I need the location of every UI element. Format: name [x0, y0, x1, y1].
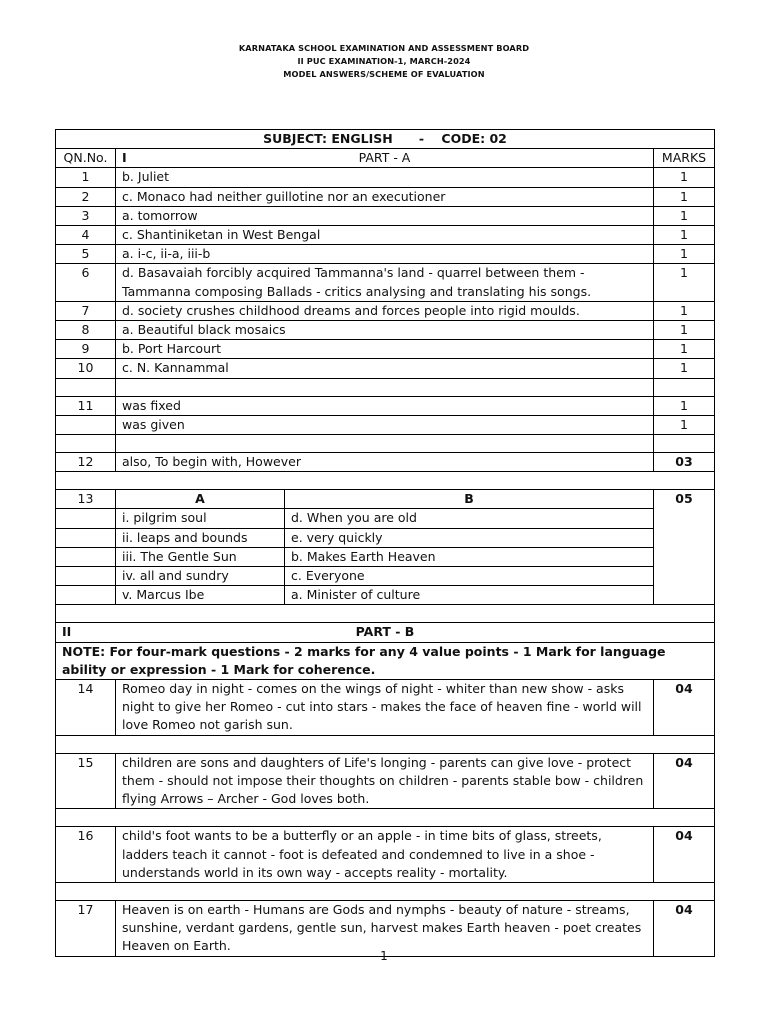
table-row [56, 187, 715, 206]
question-number: 17 [56, 900, 116, 956]
marks-value: 04 [654, 753, 715, 809]
table-row [56, 827, 715, 883]
note-row [56, 642, 715, 679]
spacer-row [56, 809, 715, 827]
answer-text: c. Shantiniketan in West Bengal [116, 226, 654, 245]
table-row [56, 206, 715, 225]
answer-text: children are sons and daughters of Life's longing - parents can give love - protect them - should not impose their thoughts on children - parents stable bow - children flying Arrows – Archer - God loves both. [116, 753, 654, 809]
part-a-title: PART - A [358, 150, 411, 166]
part-b-header-row [56, 623, 715, 642]
marks-value: 1 [654, 415, 715, 434]
question-number: 8 [56, 321, 116, 340]
answer-text: child's foot wants to be a butterfly or an apple - in time bits of glass, streets, ladders teach it cannot - foot is defeated and condemned to live in a shoe - understands world in its own way - accepts reality - mortality. [116, 827, 654, 883]
table-row [56, 680, 715, 736]
match-item-a: ii. leaps and bounds [116, 528, 285, 547]
answer-text: was given [116, 415, 654, 434]
question-number: 7 [56, 301, 116, 320]
marks-value: 1 [654, 206, 715, 225]
board-title: KARNATAKA SCHOOL EXAMINATION AND ASSESSMENT BOARD [238, 43, 530, 53]
marks-header: MARKS [654, 149, 715, 168]
match-item-a: v. Marcus Ibe [116, 586, 285, 605]
column-b-header: B [285, 490, 654, 509]
question-number: 6 [56, 264, 116, 301]
qno-header: QN.No. [56, 149, 116, 168]
question-number: 3 [56, 206, 116, 225]
match-item-b: c. Everyone [285, 567, 654, 586]
question-number: 13 [56, 490, 116, 509]
question-number: 4 [56, 226, 116, 245]
exam-title: II PUC EXAMINATION-1, MARCH-2024 [297, 56, 471, 66]
answer-text: a. tomorrow [116, 206, 654, 225]
section-number: I [122, 150, 127, 166]
spacer-row [56, 882, 715, 900]
answer-text: Heaven is on earth - Humans are Gods and nymphs - beauty of nature - streams, sunshine, verdant gardens, gentle sun, harvest makes Earth heaven - poet creates Heaven on Earth. [116, 900, 654, 956]
answer-text: d. Basavaiah forcibly acquired Tammanna's land - quarrel between them - Tammanna composing Ballads - critics analysing and translating his songs. [116, 264, 654, 301]
subject-heading: SUBJECT: ENGLISH - CODE: 02 [56, 130, 715, 149]
spacer-row [56, 435, 715, 453]
match-item-b: a. Minister of culture [285, 586, 654, 605]
marks-value: 04 [654, 680, 715, 736]
match-header-row [56, 490, 715, 509]
marks-value: 1 [654, 396, 715, 415]
spacer-row [56, 605, 715, 623]
question-number: 12 [56, 453, 116, 472]
match-row [56, 567, 715, 586]
match-item-a: iii. The Gentle Sun [116, 547, 285, 566]
marks-value: 04 [654, 900, 715, 956]
table-row [56, 168, 715, 187]
question-number: 5 [56, 245, 116, 264]
match-item-a: i. pilgrim soul [116, 509, 285, 528]
table-row [56, 900, 715, 956]
table-row [56, 340, 715, 359]
spacer-row [56, 378, 715, 396]
table-row [56, 321, 715, 340]
answer-text: b. Juliet [116, 168, 654, 187]
answer-text: d. society crushes childhood dreams and forces people into rigid moulds. [116, 301, 654, 320]
marks-value: 03 [654, 453, 715, 472]
table-row [56, 359, 715, 378]
table-row [56, 226, 715, 245]
match-row [56, 547, 715, 566]
marks-value: 1 [654, 245, 715, 264]
table-row [56, 264, 715, 301]
answer-text: Romeo day in night - comes on the wings of night - whiter than new show - asks night to give her Romeo - cut into stars - makes the face of heaven fine - world will love Romeo not garish sun. [116, 680, 654, 736]
marks-value: 1 [654, 359, 715, 378]
answer-text: also, To begin with, However [116, 453, 654, 472]
spacer-row [56, 472, 715, 490]
marks-value: 1 [654, 264, 715, 301]
part-b-header [56, 623, 715, 642]
answer-text: c. N. Kannammal [116, 359, 654, 378]
marks-value: 1 [654, 168, 715, 187]
answer-table [55, 129, 715, 957]
marks-value: 1 [654, 301, 715, 320]
subject-row [56, 130, 715, 149]
part-a-header [116, 149, 654, 168]
question-number: 1 [56, 168, 116, 187]
table-row [56, 415, 715, 434]
match-item-a: iv. all and sundry [116, 567, 285, 586]
match-item-b: b. Makes Earth Heaven [285, 547, 654, 566]
question-number: 10 [56, 359, 116, 378]
document-title: MODEL ANSWERS/SCHEME OF EVALUATION [283, 69, 485, 79]
marks-value: 1 [654, 321, 715, 340]
question-number: 14 [56, 680, 116, 736]
marks-value: 1 [654, 226, 715, 245]
match-item-b: d. When you are old [285, 509, 654, 528]
match-item-b: e. very quickly [285, 528, 654, 547]
table-row [56, 396, 715, 415]
table-row [56, 301, 715, 320]
evaluation-note: NOTE: For four-mark questions - 2 marks for any 4 value points - 1 Mark for language ability or expression - 1 Mark for coherence. [56, 642, 715, 679]
question-number: 16 [56, 827, 116, 883]
question-number: 9 [56, 340, 116, 359]
answer-text: b. Port Harcourt [116, 340, 654, 359]
answer-text: a. Beautiful black mosaics [116, 321, 654, 340]
marks-value: 1 [654, 187, 715, 206]
table-row [56, 453, 715, 472]
answer-text: a. i-c, ii-a, iii-b [116, 245, 654, 264]
spacer-row [56, 735, 715, 753]
column-a-header: A [116, 490, 285, 509]
question-number: 11 [56, 396, 116, 415]
match-row [56, 586, 715, 605]
part-b-title: PART - B [355, 624, 415, 640]
match-row [56, 509, 715, 528]
match-row [56, 528, 715, 547]
column-header-row [56, 149, 715, 168]
question-number: 15 [56, 753, 116, 809]
table-row [56, 753, 715, 809]
page-number: 1 [380, 949, 388, 963]
answer-text: c. Monaco had neither guillotine nor an executioner [116, 187, 654, 206]
question-number: 2 [56, 187, 116, 206]
table-row [56, 245, 715, 264]
section-number: II [62, 624, 72, 640]
marks-value: 04 [654, 827, 715, 883]
marks-value: 05 [654, 490, 715, 605]
answer-text: was fixed [116, 396, 654, 415]
marks-value: 1 [654, 340, 715, 359]
